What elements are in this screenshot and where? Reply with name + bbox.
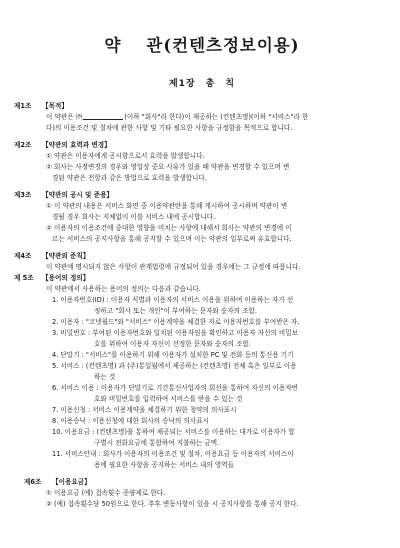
definition-item: 11. 서비스안내 : 회사가 이용자의 이용조건 및 절차, 이용요금 등 이용자의 서비스이 xyxy=(52,450,294,458)
article-heading xyxy=(14,477,390,488)
document-title-word: 약 xyxy=(104,36,121,55)
article-text: 이 약관에서 사용하는 용어의 정의는 다음과 같습니다. xyxy=(46,285,201,293)
article-number: 제4조 xyxy=(14,252,32,260)
definition-item: 5. 서비스 : (컨텐츠명) 과 (주)통일월에서 제공하는 (컨텐츠명) 전체 혹은 일부로 이용 xyxy=(52,362,297,370)
article-title: 【약관의 효력과 변경】 xyxy=(42,141,111,149)
definition-item: 3. 비밀번호 : 부여된 이용자번호와 일치된 이용자임을 확인하고 이용자 자신의 비밀보 xyxy=(52,329,299,337)
article-text: ① 약관은 이용자에게 공시함으로서 효력을 발생합니다. xyxy=(46,152,205,160)
chapter-heading xyxy=(14,76,390,89)
article-text: ① 이용요금 (예) 접속횟수 종량제로 한다. xyxy=(46,489,166,497)
article-number: 제6조 xyxy=(24,478,42,486)
definition-item: 정하고 "회사 또는 개인"이 부여하는 문자와 숫자의 조합. xyxy=(94,307,257,315)
article-4 xyxy=(14,251,390,273)
chapter-number: 제1장 xyxy=(168,79,196,89)
definition-item: 10. 이용요금 : (컨텐츠명)을 통하여 제공되는 서비스를 이용하는 대가로 이용자가 합 xyxy=(52,428,295,436)
article-text: 이 약관에 명시되지 않은 사항이 관계법령에 규정되어 있을 경우에는 그 규정에 따릅니다. xyxy=(46,263,301,271)
article-3 xyxy=(14,190,390,245)
article-text: ② 이용자의 이용조건에 중대한 영향을 미치는 사항에 대해서 회사는 약관의 변경에 이 xyxy=(46,224,292,232)
definition-item: 4. 단말기 : "서비스"를 이용하기 위해 이용자가 설치한 PC 및 전화 등의 통신용 기기 xyxy=(52,351,294,359)
article-title: 【약관외 준칙】 xyxy=(42,252,90,260)
article-heading xyxy=(14,251,390,262)
definition-item: 1. 이용자번호(ID) : 이용자 식별과 이용자의 서비스 이용을 위하여 이용하는 자가 선 xyxy=(52,296,294,304)
document-title xyxy=(14,0,390,58)
definition-item: 구별시 전화요금에 통합하여 지불하는 금액. xyxy=(94,439,220,447)
article-number: 제1조 xyxy=(14,102,32,110)
article-1 xyxy=(14,101,390,134)
article-text: 르는 서비스의 공지사항을 통해 공지할 수 있으며 이는 약관의 일부로써 유효합니다. xyxy=(52,235,292,243)
article-6 xyxy=(14,477,390,510)
article-title: 【약관의 공시 및 준용】 xyxy=(42,191,114,199)
article-2 xyxy=(14,140,390,184)
definition-item: 호를 위하여 이용자 자신이 선정한 문자와 숫자의 조합. xyxy=(94,340,251,348)
article-number: 제3조 xyxy=(14,191,32,199)
article-heading xyxy=(14,273,390,284)
definition-item: 7. 이용신청 : 서비스 이용계약을 체결하기 위한 청약의 의사표시 xyxy=(52,406,237,414)
chapter-name-1: 총 xyxy=(205,79,216,89)
article-text: ② (예) 접속횟수당 50원으로 한다. 추후 변동사항이 있을 시 공지사항를 통해 공지 한다. xyxy=(46,500,299,508)
article-text: ① 이 약관의 내용은 서비스 화면 중 이용약관란을 통해 게시하여 공시하며 약관이 변 xyxy=(46,202,288,210)
article-heading xyxy=(14,140,390,151)
article-text: 경된 약관은 전항과 같은 방법으로 효력을 발생합니다. xyxy=(52,174,207,182)
article-text xyxy=(14,112,390,123)
article-text: ② 회사는 사정변경의 경우와 영업상 중요 사유가 있을 때 약관을 변경할 수 있으며 변 xyxy=(46,163,290,171)
article-text: 다)의 이용조건 및 절차에 관한 사항 및 기타 필요한 사항을 규정함을 목적으로 합니다. xyxy=(46,124,293,132)
definition-item: 하는 것 xyxy=(94,373,116,381)
blank-underline xyxy=(83,112,123,120)
text-part: 이 약관은 ㈜ xyxy=(46,113,83,121)
article-heading xyxy=(14,101,390,112)
definition-item: 용에 필요한 사항을 공지하는 서비스 내의 영역들 xyxy=(94,461,234,469)
article-title: 【용어의 정의】 xyxy=(42,274,90,282)
text-part: (이하 "회사"라 한다)이 제공하는 (컨텐츠명)(이하 "서비스"라 한 xyxy=(124,113,309,121)
definition-item: 6. 서비스 이용 : 이용자가 단말기로 기간통신사업자의 회선을 통하여 자신의 이용자번 xyxy=(52,384,299,392)
article-title: 【목적】 xyxy=(42,102,68,110)
definition-item: 호와 비밀번호를 입력하여 서비스를 받을 수 있는 것 xyxy=(94,395,243,403)
article-number: 제2조 xyxy=(14,141,32,149)
document-title-subtitle: 관(컨텐츠정보이용) xyxy=(146,36,300,55)
article-heading xyxy=(14,190,390,201)
definition-item: 2. 이용자 : "코넷월드"와 "서비스" 이용계약을 체결한 자로 이용자번호를 부여받은 자. xyxy=(52,318,300,326)
article-title: 【이용요금】 xyxy=(52,478,91,486)
article-text: 경될 경우 회사는 지체없이 이를 서비스 내에 공시합니다. xyxy=(52,213,216,221)
article-number: 제 5조 xyxy=(14,274,34,282)
definition-item: 8. 이용승낙 : 이용신청에 대한 회사의 승낙의 의사표시 xyxy=(52,417,209,425)
chapter-name-2: 칙 xyxy=(225,79,236,89)
article-5 xyxy=(14,273,390,471)
